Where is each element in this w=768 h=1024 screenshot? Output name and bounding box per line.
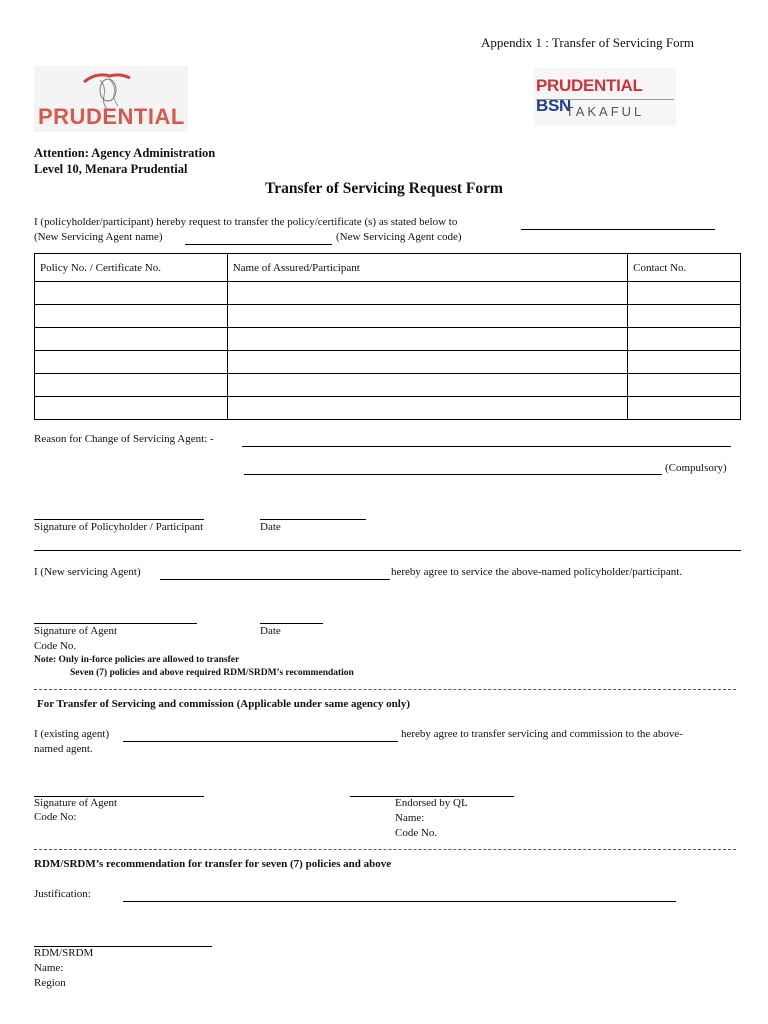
- agent-signature-field[interactable]: [34, 623, 197, 624]
- ql-name-label: Name:: [395, 812, 425, 824]
- policy-no-cell[interactable]: [35, 305, 228, 328]
- new-agent-code-label: (New Servicing Agent code): [336, 231, 462, 243]
- rdm-region-label: Region: [34, 977, 66, 989]
- existing-agent-code-label: Code No:: [34, 811, 77, 823]
- contact-no-cell[interactable]: [628, 328, 741, 351]
- col-header-assured-name: Name of Assured/Participant: [227, 254, 627, 282]
- agent-date-label: Date: [260, 625, 281, 637]
- policy-no-cell[interactable]: [35, 282, 228, 305]
- existing-agent-signature-label: Signature of Agent: [34, 797, 118, 809]
- new-servicing-agent-field[interactable]: [160, 579, 390, 580]
- prudential-bsn-takaful-logo: [534, 68, 676, 126]
- policy-no-cell[interactable]: [35, 328, 228, 351]
- commission-heading: For Transfer of Servicing and commission (Applicable under same agency only): [37, 698, 410, 710]
- attention-line: Attention: Agency Administration: [34, 146, 216, 160]
- reason-field-line1[interactable]: [242, 446, 731, 447]
- table-row: [35, 351, 741, 374]
- appendix-label: Appendix 1 : Transfer of Servicing Form: [481, 35, 695, 50]
- assured-name-cell[interactable]: [227, 305, 627, 328]
- dashed-divider: [34, 689, 736, 690]
- assured-name-cell[interactable]: [227, 397, 627, 420]
- address-level-line: Level 10, Menara Prudential: [34, 162, 188, 176]
- policyholder-date-field[interactable]: [260, 519, 366, 520]
- existing-agent-suffix: hereby agree to transfer servicing and commission to the above-: [401, 728, 683, 740]
- ql-code-label: Code No.: [395, 827, 438, 839]
- table-row: [35, 374, 741, 397]
- table-row: [35, 282, 741, 305]
- reason-label: Reason for Change of Servicing Agent: -: [34, 433, 214, 445]
- logo-divider: [536, 99, 674, 100]
- col-header-contact-no: Contact No.: [628, 254, 741, 282]
- form-title: Transfer of Servicing Request Form: [265, 180, 503, 197]
- table-header-row: [35, 254, 741, 282]
- rdm-name-label: Name:: [34, 962, 64, 974]
- section-divider: [34, 550, 741, 551]
- prudential-logo: [34, 66, 188, 132]
- existing-agent-field[interactable]: [123, 741, 398, 742]
- assured-name-cell[interactable]: [227, 282, 627, 305]
- policy-no-cell[interactable]: [35, 351, 228, 374]
- policy-table: [34, 253, 741, 420]
- policyholder-date-label: Date: [260, 521, 281, 533]
- intro-line: I (policyholder/participant) hereby request to transfer the policy/certificate (s) as stated below to: [34, 216, 458, 228]
- table-row: [35, 328, 741, 351]
- rdm-label: RDM/SRDM: [34, 947, 94, 959]
- compulsory-label: (Compulsory): [665, 462, 727, 474]
- endorsed-by-ql-label: Endorsed by QL: [395, 797, 468, 809]
- policy-no-cell[interactable]: [35, 374, 228, 397]
- takaful-wordmark: TAKAFUL: [565, 104, 645, 119]
- col-header-policy-no: Policy No. / Certificate No.: [35, 254, 228, 282]
- note-line-2: Seven (7) policies and above required RDM/SRDM’s recommendation: [70, 668, 354, 678]
- table-row: [35, 305, 741, 328]
- note-line-1: Note: Only in-force policies are allowed to transfer: [34, 655, 240, 665]
- dashed-divider: [34, 849, 736, 850]
- assured-name-cell[interactable]: [227, 351, 627, 374]
- reason-field-line2[interactable]: [244, 474, 662, 475]
- assured-name-cell[interactable]: [227, 374, 627, 397]
- transfer-to-field[interactable]: [521, 229, 715, 230]
- new-agent-name-label: (New Servicing Agent name): [34, 231, 163, 243]
- policyholder-signature-label: Signature of Policyholder / Participant: [34, 521, 204, 533]
- agent-date-field[interactable]: [260, 623, 323, 624]
- policyholder-signature-field[interactable]: [34, 519, 204, 520]
- agent-code-label: Code No.: [34, 640, 77, 652]
- table-row: [35, 397, 741, 420]
- justification-field[interactable]: [123, 901, 676, 902]
- existing-agent-prefix: I (existing agent): [34, 728, 110, 740]
- rdm-heading: RDM/SRDM’s recommendation for transfer for seven (7) policies and above: [34, 858, 392, 870]
- new-agent-suffix: hereby agree to service the above-named policyholder/participant.: [391, 566, 683, 578]
- agent-signature-label: Signature of Agent: [34, 625, 118, 637]
- new-agent-prefix: I (New servicing Agent): [34, 566, 141, 578]
- assured-name-cell[interactable]: [227, 328, 627, 351]
- contact-no-cell[interactable]: [628, 351, 741, 374]
- new-agent-field[interactable]: [185, 244, 332, 245]
- prudential-wordmark: PRUDENTIAL: [38, 104, 185, 129]
- contact-no-cell[interactable]: [628, 305, 741, 328]
- contact-no-cell[interactable]: [628, 282, 741, 305]
- policy-no-cell[interactable]: [35, 397, 228, 420]
- contact-no-cell[interactable]: [628, 397, 741, 420]
- justification-label: Justification:: [34, 888, 91, 900]
- contact-no-cell[interactable]: [628, 374, 741, 397]
- prudential-bsn-wordmark: PRUDENTIAL BSN: [536, 76, 643, 115]
- existing-agent-suffix-2: named agent.: [34, 743, 93, 755]
